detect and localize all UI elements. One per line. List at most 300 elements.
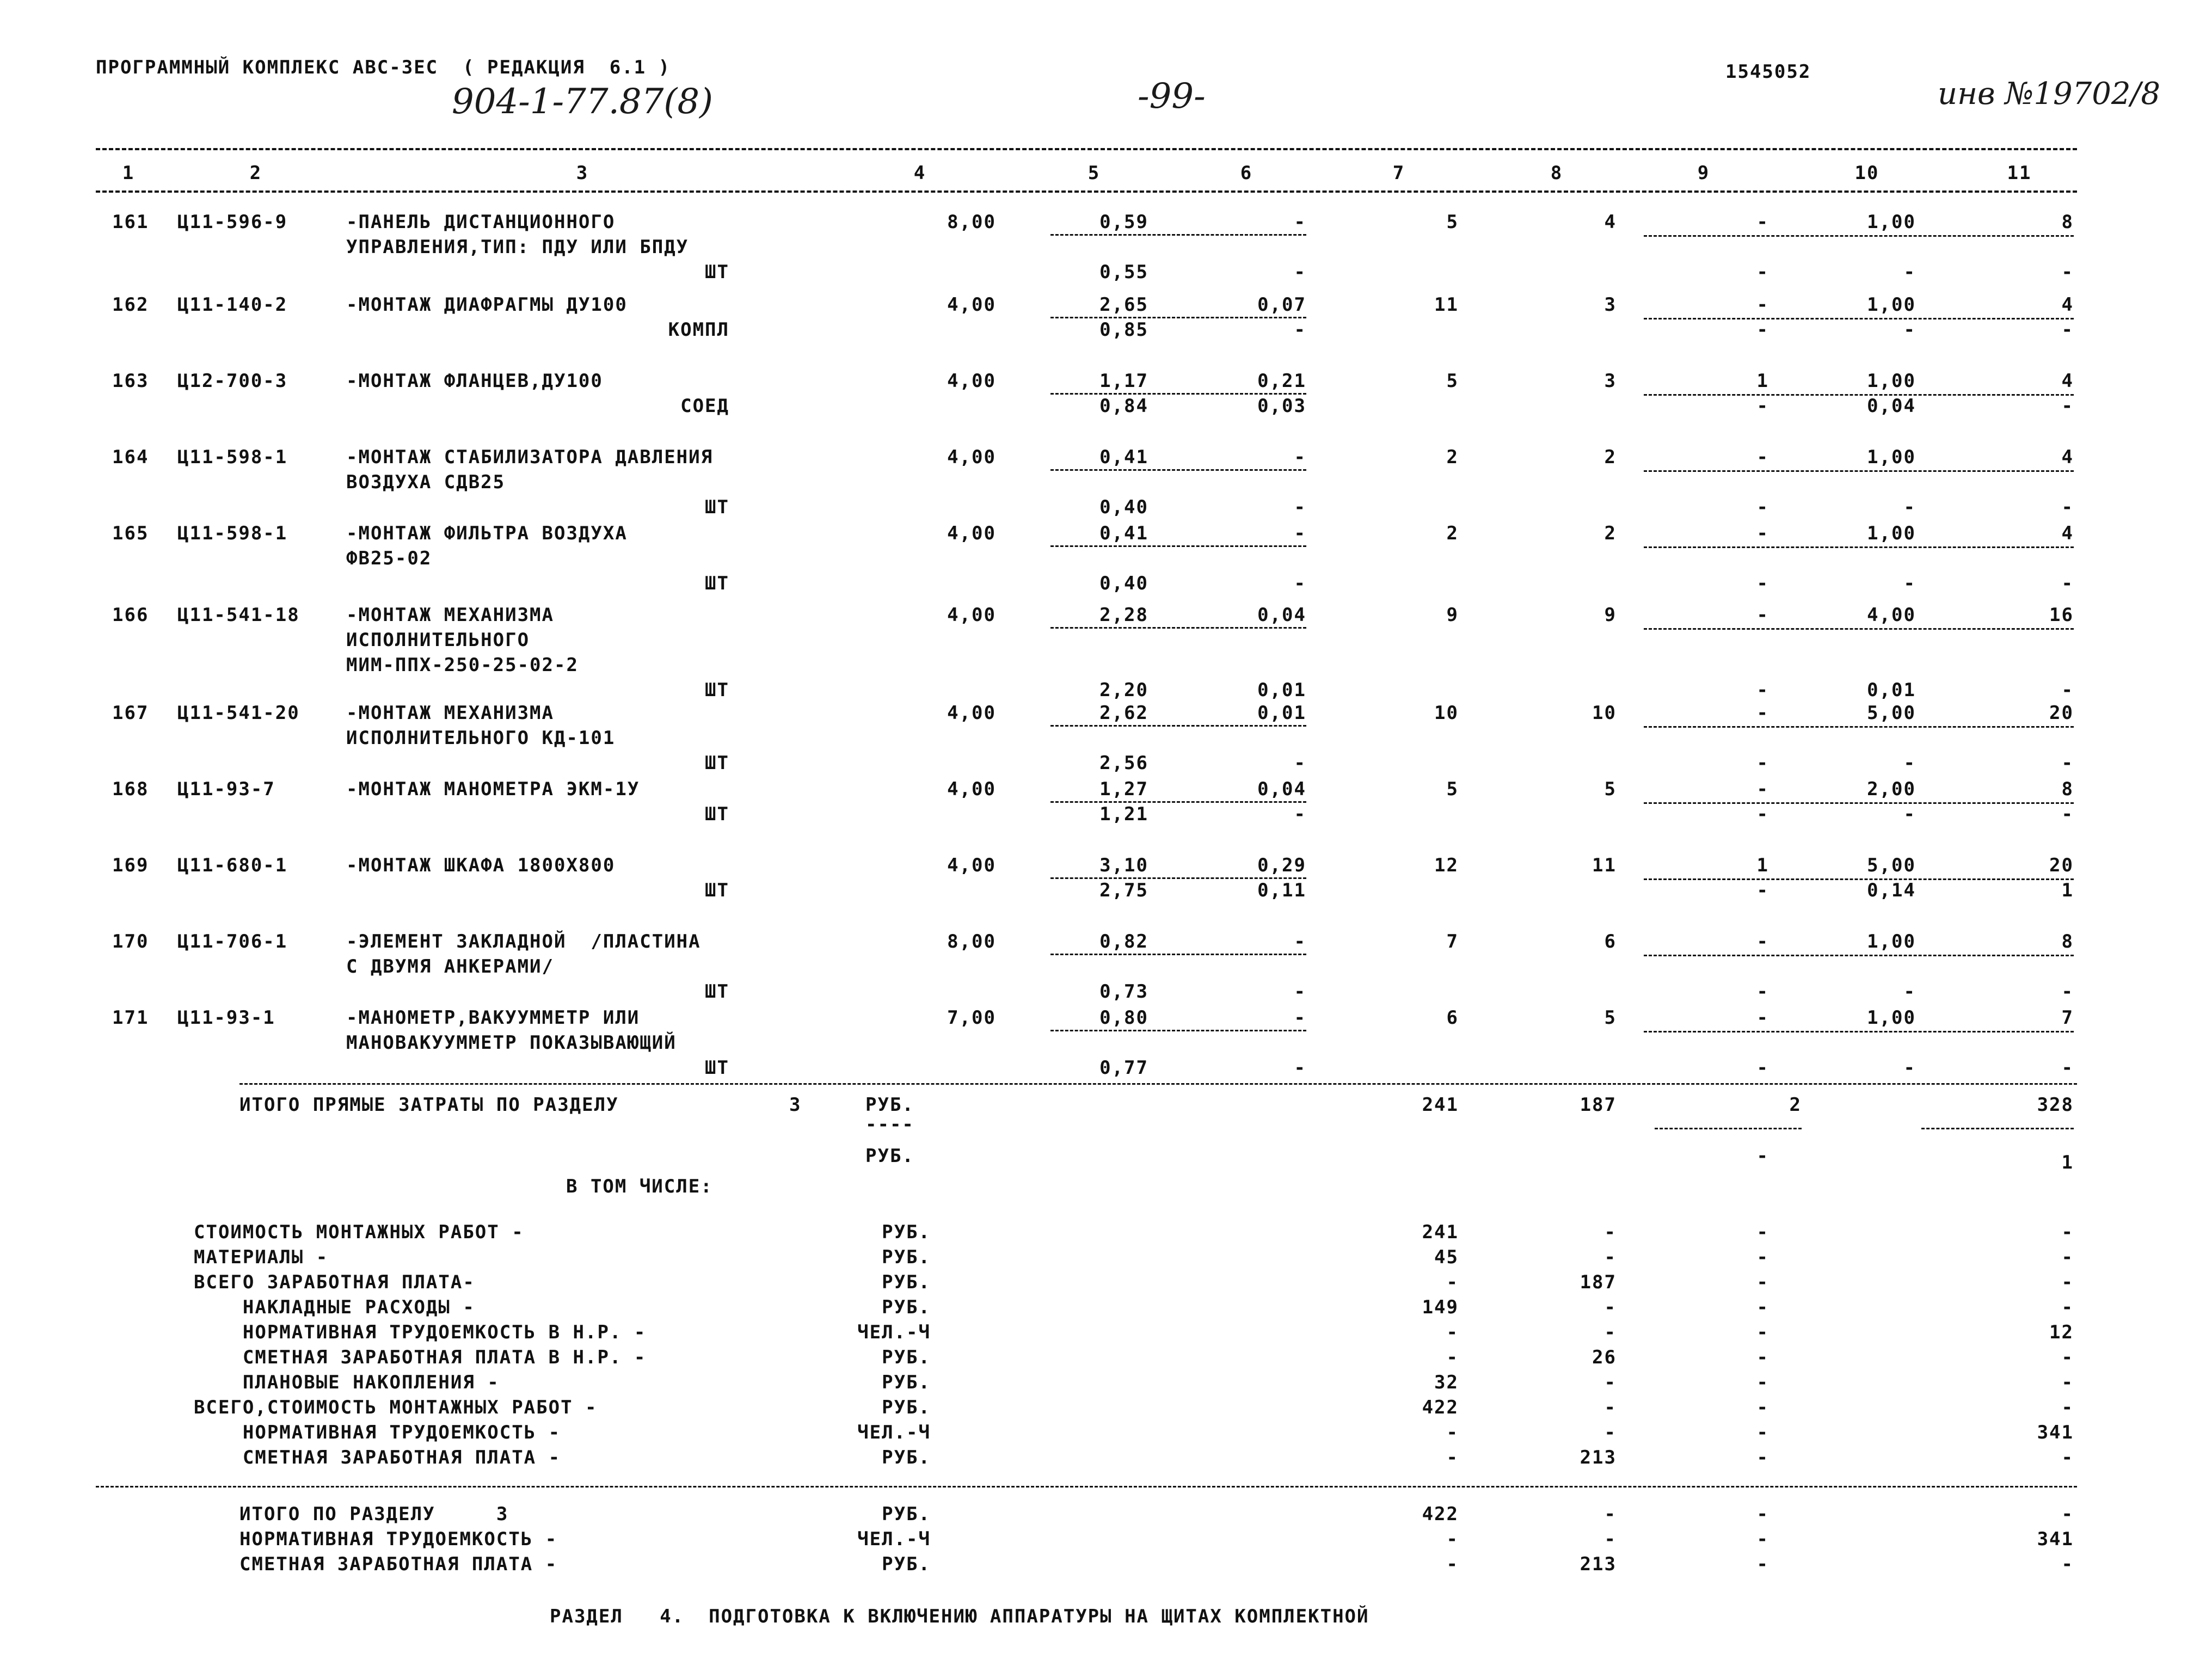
norm-code: Ц12-700-3 bbox=[177, 370, 288, 392]
machine-cost-wages: - bbox=[1294, 752, 1306, 774]
section-total-wages: - bbox=[1604, 1528, 1617, 1550]
total-cost: 11 bbox=[1434, 294, 1459, 316]
total-direct-operation: 2 bbox=[1789, 1094, 1802, 1116]
row-number: 163 bbox=[112, 370, 149, 392]
column-header: 7 bbox=[1392, 162, 1405, 184]
norm-code: Ц11-140-2 bbox=[177, 294, 288, 316]
unit-cost-wages: 0,40 bbox=[1099, 573, 1148, 594]
machinist-labor: - bbox=[1903, 496, 1916, 518]
work-description: -МОНТАЖ ШКАФА 1800Х800 bbox=[346, 855, 616, 876]
row-number: 169 bbox=[112, 855, 149, 876]
row-number: 168 bbox=[112, 778, 149, 800]
total-wages: 6 bbox=[1604, 931, 1617, 952]
row-rule bbox=[1050, 725, 1306, 727]
column-header: 10 bbox=[1854, 162, 1879, 184]
row-number: 161 bbox=[112, 211, 149, 233]
row-rule bbox=[1644, 878, 2074, 880]
column-header: 1 bbox=[122, 162, 135, 184]
total-wages: 3 bbox=[1604, 294, 1617, 316]
breakdown-unit: РУБ. bbox=[882, 1372, 931, 1393]
section-total-unit: РУБ. bbox=[882, 1553, 931, 1575]
machine-cost: - bbox=[1294, 1007, 1306, 1029]
unit-of-measure: КОМПЛ bbox=[668, 319, 729, 341]
breakdown-cost: - bbox=[1446, 1422, 1459, 1443]
operation-wages: - bbox=[1756, 1057, 1769, 1079]
machinist-labor: 0,14 bbox=[1867, 880, 1916, 901]
quantity: 4,00 bbox=[947, 604, 996, 626]
machinist-labor: - bbox=[1903, 1057, 1916, 1079]
breakdown-label: СТОИМОСТЬ МОНТАЖНЫХ РАБОТ - bbox=[194, 1221, 524, 1243]
machine-cost-wages: 0,11 bbox=[1257, 880, 1306, 901]
section-total-cost: 422 bbox=[1422, 1503, 1459, 1525]
row-rule bbox=[1644, 546, 2074, 548]
breakdown-cost: 45 bbox=[1434, 1246, 1459, 1268]
machinist-total: - bbox=[2061, 395, 2074, 417]
work-description: -МАНОМЕТР,ВАКУУММЕТР ИЛИ bbox=[346, 1007, 640, 1029]
breakdown-cost: - bbox=[1446, 1447, 1459, 1468]
machine-cost: 0,07 bbox=[1257, 294, 1306, 316]
section-total-label: ИТОГО ПО РАЗДЕЛУ 3 bbox=[239, 1503, 509, 1525]
section-total-cost: - bbox=[1446, 1528, 1459, 1550]
row-rule bbox=[1050, 877, 1306, 879]
column-header: 4 bbox=[913, 162, 926, 184]
labor-total: 8 bbox=[2061, 778, 2074, 800]
breakdown-label: СМЕТНАЯ ЗАРАБОТНАЯ ПЛАТА В Н.Р. - bbox=[194, 1347, 647, 1368]
breakdown-unit: РУБ. bbox=[882, 1296, 931, 1318]
operation-wages: - bbox=[1756, 752, 1769, 774]
page-number: -99- bbox=[1138, 76, 1206, 116]
breakdown-wages: - bbox=[1604, 1321, 1617, 1343]
norm-code: Ц11-598-1 bbox=[177, 523, 288, 544]
breakdown-unit: РУБ. bbox=[882, 1347, 931, 1368]
labor-total: 16 bbox=[2049, 604, 2074, 626]
total-cost: 9 bbox=[1446, 604, 1459, 626]
labor-per-unit: 1,00 bbox=[1867, 294, 1916, 316]
labor-per-unit: 4,00 bbox=[1867, 604, 1916, 626]
row-number: 166 bbox=[112, 604, 149, 626]
column-header: 8 bbox=[1550, 162, 1563, 184]
machinist-total: - bbox=[2061, 573, 2074, 594]
breakdown-wages: 187 bbox=[1580, 1271, 1617, 1293]
breakdown-label: НАКЛАДНЫЕ РАСХОДЫ - bbox=[194, 1296, 475, 1318]
unit-of-measure: ШТ bbox=[705, 573, 729, 594]
total-rule bbox=[1921, 1128, 2074, 1129]
machine-cost: - bbox=[1294, 931, 1306, 952]
breakdown-operation: - bbox=[1756, 1422, 1769, 1443]
document-number: 1545052 bbox=[1725, 61, 1811, 83]
breakdown-label: НОРМАТИВНАЯ ТРУДОЕМКОСТЬ В Н.Р. - bbox=[194, 1321, 647, 1343]
breakdown-unit: РУБ. bbox=[882, 1271, 931, 1293]
machine-cost-wages: - bbox=[1294, 496, 1306, 518]
row-rule bbox=[1050, 469, 1306, 471]
work-description: -МОНТАЖ МАНОМЕТРА ЭКМ-1У bbox=[346, 778, 640, 800]
breakdown-wages: - bbox=[1604, 1372, 1617, 1393]
total-cost: 6 bbox=[1446, 1007, 1459, 1029]
total-wages: 5 bbox=[1604, 1007, 1617, 1029]
inventory-number: инв №19702/8 bbox=[1938, 76, 2160, 112]
row-rule bbox=[1644, 802, 2074, 804]
work-description: УПРАВЛЕНИЯ,ТИП: ПДУ ИЛИ БПДУ bbox=[346, 236, 689, 258]
machine-cost-wages: 0,03 bbox=[1257, 395, 1306, 417]
breakdown-wages: 26 bbox=[1592, 1347, 1617, 1368]
total-direct-machinist-labor: 1 bbox=[2061, 1152, 2074, 1173]
work-description: ВОЗДУХА СДВ25 bbox=[346, 471, 506, 493]
operation-cost: - bbox=[1756, 931, 1769, 952]
row-rule bbox=[1050, 627, 1306, 629]
section-total-label: СМЕТНАЯ ЗАРАБОТНАЯ ПЛАТА - bbox=[239, 1553, 558, 1575]
breakdown-labor: - bbox=[2061, 1221, 2074, 1243]
total-cost: 5 bbox=[1446, 778, 1459, 800]
row-rule bbox=[1644, 394, 2074, 396]
section-total-labor: - bbox=[2061, 1503, 2074, 1525]
labor-total: 7 bbox=[2061, 1007, 2074, 1029]
column-header: 3 bbox=[576, 162, 589, 184]
row-rule bbox=[1644, 955, 2074, 956]
breakdown-wages: - bbox=[1604, 1422, 1617, 1443]
labor-per-unit: 5,00 bbox=[1867, 702, 1916, 724]
operation-wages: - bbox=[1756, 880, 1769, 901]
machinist-total: - bbox=[2061, 496, 2074, 518]
norm-code: Ц11-598-1 bbox=[177, 446, 288, 468]
breakdown-labor: - bbox=[2061, 1271, 2074, 1293]
quantity: 4,00 bbox=[947, 523, 996, 544]
breakdown-labor: - bbox=[2061, 1397, 2074, 1418]
total-cost: 7 bbox=[1446, 931, 1459, 952]
unit-cost-wages: 2,75 bbox=[1099, 880, 1148, 901]
work-description: МАНОВАКУУММЕТР ПОКАЗЫВАЮЩИЙ bbox=[346, 1032, 677, 1054]
breakdown-label: ВСЕГО,СТОИМОСТЬ МОНТАЖНЫХ РАБОТ - bbox=[194, 1397, 598, 1418]
breakdown-cost: 422 bbox=[1422, 1397, 1459, 1418]
breakdown-labor: - bbox=[2061, 1296, 2074, 1318]
column-header: 5 bbox=[1087, 162, 1101, 184]
breakdown-label: СМЕТНАЯ ЗАРАБОТНАЯ ПЛАТА - bbox=[194, 1447, 561, 1468]
machine-cost: 0,04 bbox=[1257, 604, 1306, 626]
labor-per-unit: 2,00 bbox=[1867, 778, 1916, 800]
work-description: ИСПОЛНИТЕЛЬНОГО bbox=[346, 629, 530, 651]
next-section-title: РАЗДЕЛ 4. ПОДГОТОВКА К ВКЛЮЧЕНИЮ АППАРАТУРЫ НА ЩИТАХ КОМПЛЕКТНОЙ bbox=[550, 1606, 1369, 1627]
total-direct-section: 3 bbox=[789, 1094, 802, 1116]
machine-cost: 0,01 bbox=[1257, 702, 1306, 724]
machinist-total: - bbox=[2061, 679, 2074, 701]
machinist-labor: 0,01 bbox=[1867, 679, 1916, 701]
table-end-rule bbox=[239, 1083, 2077, 1085]
breakdown-operation: - bbox=[1756, 1246, 1769, 1268]
labor-total: 8 bbox=[2061, 931, 2074, 952]
breakdown-operation: - bbox=[1756, 1397, 1769, 1418]
total-direct-unit-sep: ---- bbox=[865, 1114, 914, 1135]
work-description: -МОНТАЖ МЕХАНИЗМА bbox=[346, 604, 554, 626]
total-direct-unit2: РУБ. bbox=[865, 1145, 914, 1167]
work-description: -ЭЛЕМЕНТ ЗАКЛАДНОЙ /ПЛАСТИНА bbox=[346, 931, 701, 952]
work-description: МИМ-ППХ-250-25-02-2 bbox=[346, 654, 579, 676]
work-description: -МОНТАЖ МЕХАНИЗМА bbox=[346, 702, 554, 724]
breakdown-wages: 213 bbox=[1580, 1447, 1617, 1468]
breakdown-unit: РУБ. bbox=[882, 1246, 931, 1268]
header-divider-top bbox=[96, 148, 2077, 150]
row-number: 167 bbox=[112, 702, 149, 724]
column-header: 11 bbox=[2007, 162, 2032, 184]
unit-of-measure: ШТ bbox=[705, 496, 729, 518]
breakdown-unit: ЧЕЛ.-Ч bbox=[857, 1422, 931, 1443]
section-total-operation: - bbox=[1756, 1528, 1769, 1550]
breakdown-wages: - bbox=[1604, 1221, 1617, 1243]
row-rule bbox=[1644, 1031, 2074, 1032]
labor-per-unit: 1,00 bbox=[1867, 1007, 1916, 1029]
breakdown-unit: ЧЕЛ.-Ч bbox=[857, 1321, 931, 1343]
machinist-total: - bbox=[2061, 319, 2074, 341]
unit-cost-wages: 0,73 bbox=[1099, 981, 1148, 1003]
machinist-total: - bbox=[2061, 261, 2074, 283]
labor-per-unit: 5,00 bbox=[1867, 855, 1916, 876]
operation-wages: - bbox=[1756, 261, 1769, 283]
operation-cost: - bbox=[1756, 1007, 1769, 1029]
quantity: 4,00 bbox=[947, 370, 996, 392]
operation-wages: - bbox=[1756, 981, 1769, 1003]
work-description: ИСПОЛНИТЕЛЬНОГО КД-101 bbox=[346, 727, 616, 749]
labor-total: 8 bbox=[2061, 211, 2074, 233]
row-rule bbox=[1050, 1030, 1306, 1031]
operation-wages: - bbox=[1756, 679, 1769, 701]
total-rule bbox=[1655, 1128, 1802, 1129]
unit-cost-wages: 0,77 bbox=[1099, 1057, 1148, 1079]
work-description: -МОНТАЖ ФИЛЬТРА ВОЗДУХА bbox=[346, 523, 628, 544]
total-direct-unit: РУБ. bbox=[865, 1094, 914, 1116]
section-total-unit: РУБ. bbox=[882, 1503, 931, 1525]
labor-total: 4 bbox=[2061, 294, 2074, 316]
row-number: 162 bbox=[112, 294, 149, 316]
unit-of-measure: ШТ bbox=[705, 803, 729, 825]
breakdown-operation: - bbox=[1756, 1221, 1769, 1243]
unit-cost: 2,65 bbox=[1099, 294, 1148, 316]
work-description: -МОНТАЖ СТАБИЛИЗАТОРА ДАВЛЕНИЯ bbox=[346, 446, 714, 468]
unit-of-measure: ШТ bbox=[705, 1057, 729, 1079]
machinist-labor: - bbox=[1903, 981, 1916, 1003]
unit-of-measure: СОЕД bbox=[680, 395, 729, 417]
unit-cost: 0,59 bbox=[1099, 211, 1148, 233]
column-header: 2 bbox=[249, 162, 262, 184]
unit-cost: 0,80 bbox=[1099, 1007, 1148, 1029]
section-total-unit: ЧЕЛ.-Ч bbox=[857, 1528, 931, 1550]
breakdown-label: ВСЕГО ЗАРАБОТНАЯ ПЛАТА- bbox=[194, 1271, 475, 1293]
section-total-wages: 213 bbox=[1580, 1553, 1617, 1575]
total-cost: 10 bbox=[1434, 702, 1459, 724]
norm-code: Ц11-596-9 bbox=[177, 211, 288, 233]
machinist-total: 1 bbox=[2061, 880, 2074, 901]
row-rule bbox=[1644, 470, 2074, 472]
unit-of-measure: ШТ bbox=[705, 981, 729, 1003]
unit-cost: 3,10 bbox=[1099, 855, 1148, 876]
section-total-operation: - bbox=[1756, 1553, 1769, 1575]
unit-cost: 1,27 bbox=[1099, 778, 1148, 800]
machinist-labor: - bbox=[1903, 803, 1916, 825]
total-direct-label: ИТОГО ПРЯМЫЕ ЗАТРАТЫ ПО РАЗДЕЛУ bbox=[239, 1094, 619, 1116]
row-rule bbox=[1050, 545, 1306, 547]
row-rule bbox=[1050, 954, 1306, 955]
breakdown-operation: - bbox=[1756, 1347, 1769, 1368]
total-direct-labor: 328 bbox=[2037, 1094, 2074, 1116]
operation-cost: - bbox=[1756, 211, 1769, 233]
machine-cost: - bbox=[1294, 523, 1306, 544]
breakdown-labor: 341 bbox=[2037, 1422, 2074, 1443]
section-total-rule bbox=[96, 1486, 2077, 1488]
breakdown-wages: - bbox=[1604, 1397, 1617, 1418]
unit-cost-wages: 0,55 bbox=[1099, 261, 1148, 283]
row-rule bbox=[1050, 317, 1306, 318]
total-cost: 2 bbox=[1446, 523, 1459, 544]
breakdown-operation: - bbox=[1756, 1321, 1769, 1343]
breakdown-operation: - bbox=[1756, 1296, 1769, 1318]
row-number: 170 bbox=[112, 931, 149, 952]
total-wages: 5 bbox=[1604, 778, 1617, 800]
machinist-total: - bbox=[2061, 1057, 2074, 1079]
quantity: 4,00 bbox=[947, 294, 996, 316]
machinist-total: - bbox=[2061, 752, 2074, 774]
total-direct-cost: 241 bbox=[1422, 1094, 1459, 1116]
breakdown-cost: 149 bbox=[1422, 1296, 1459, 1318]
breakdown-unit: РУБ. bbox=[882, 1397, 931, 1418]
including-heading: В ТОМ ЧИСЛЕ: bbox=[566, 1176, 713, 1197]
norm-code: Ц11-93-7 bbox=[177, 778, 275, 800]
quantity: 8,00 bbox=[947, 211, 996, 233]
norm-code: Ц11-706-1 bbox=[177, 931, 288, 952]
operation-cost: 1 bbox=[1756, 855, 1769, 876]
labor-per-unit: 1,00 bbox=[1867, 211, 1916, 233]
work-description: ФВ25-02 bbox=[346, 548, 432, 569]
machinist-labor: - bbox=[1903, 319, 1916, 341]
section-total-operation: - bbox=[1756, 1503, 1769, 1525]
operation-wages: - bbox=[1756, 573, 1769, 594]
program-title: ПРОГРАММНЫЙ КОМПЛЕКС АВС-3ЕС ( РЕДАКЦИЯ 6.1 ) bbox=[96, 57, 671, 78]
breakdown-cost: 32 bbox=[1434, 1372, 1459, 1393]
quantity: 7,00 bbox=[947, 1007, 996, 1029]
breakdown-unit: РУБ. bbox=[882, 1221, 931, 1243]
unit-cost-wages: 0,84 bbox=[1099, 395, 1148, 417]
total-cost: 12 bbox=[1434, 855, 1459, 876]
total-wages: 3 bbox=[1604, 370, 1617, 392]
row-rule bbox=[1644, 726, 2074, 728]
operation-wages: - bbox=[1756, 395, 1769, 417]
machine-cost-wages: - bbox=[1294, 319, 1306, 341]
labor-per-unit: 1,00 bbox=[1867, 446, 1916, 468]
machine-cost-wages: - bbox=[1294, 261, 1306, 283]
total-wages: 10 bbox=[1592, 702, 1617, 724]
breakdown-labor: 12 bbox=[2049, 1321, 2074, 1343]
operation-cost: 1 bbox=[1756, 370, 1769, 392]
total-cost: 5 bbox=[1446, 370, 1459, 392]
row-rule bbox=[1050, 801, 1306, 803]
labor-total: 20 bbox=[2049, 855, 2074, 876]
labor-per-unit: 1,00 bbox=[1867, 523, 1916, 544]
unit-of-measure: ШТ bbox=[705, 679, 729, 701]
operation-wages: - bbox=[1756, 496, 1769, 518]
machinist-total: - bbox=[2061, 803, 2074, 825]
breakdown-label: МАТЕРИАЛЫ - bbox=[194, 1246, 329, 1268]
operation-cost: - bbox=[1756, 778, 1769, 800]
unit-cost-wages: 0,85 bbox=[1099, 319, 1148, 341]
unit-cost-wages: 2,20 bbox=[1099, 679, 1148, 701]
breakdown-cost: - bbox=[1446, 1347, 1459, 1368]
breakdown-cost: 241 bbox=[1422, 1221, 1459, 1243]
machine-cost: - bbox=[1294, 446, 1306, 468]
section-total-label: НОРМАТИВНАЯ ТРУДОЕМКОСТЬ - bbox=[239, 1528, 558, 1550]
section-total-labor: - bbox=[2061, 1553, 2074, 1575]
quantity: 4,00 bbox=[947, 446, 996, 468]
row-rule bbox=[1644, 235, 2074, 237]
norm-code: Ц11-680-1 bbox=[177, 855, 288, 876]
row-rule bbox=[1644, 628, 2074, 630]
unit-cost: 1,17 bbox=[1099, 370, 1148, 392]
labor-per-unit: 1,00 bbox=[1867, 370, 1916, 392]
total-direct-wages: 187 bbox=[1580, 1094, 1617, 1116]
row-number: 164 bbox=[112, 446, 149, 468]
total-cost: 5 bbox=[1446, 211, 1459, 233]
norm-code: Ц11-93-1 bbox=[177, 1007, 275, 1029]
breakdown-labor: - bbox=[2061, 1246, 2074, 1268]
unit-cost-wages: 0,40 bbox=[1099, 496, 1148, 518]
breakdown-cost: - bbox=[1446, 1321, 1459, 1343]
breakdown-cost: - bbox=[1446, 1271, 1459, 1293]
row-rule bbox=[1050, 393, 1306, 395]
operation-cost: - bbox=[1756, 702, 1769, 724]
norm-code: Ц11-541-20 bbox=[177, 702, 300, 724]
machine-cost: 0,29 bbox=[1257, 855, 1306, 876]
quantity: 4,00 bbox=[947, 855, 996, 876]
machine-cost: 0,04 bbox=[1257, 778, 1306, 800]
operation-cost: - bbox=[1756, 604, 1769, 626]
labor-total: 4 bbox=[2061, 370, 2074, 392]
breakdown-labor: - bbox=[2061, 1372, 2074, 1393]
unit-cost: 0,41 bbox=[1099, 523, 1148, 544]
operation-wages: - bbox=[1756, 803, 1769, 825]
total-wages: 11 bbox=[1592, 855, 1617, 876]
labor-total: 4 bbox=[2061, 446, 2074, 468]
column-header: 6 bbox=[1240, 162, 1253, 184]
labor-per-unit: 1,00 bbox=[1867, 931, 1916, 952]
unit-of-measure: ШТ bbox=[705, 752, 729, 774]
quantity: 8,00 bbox=[947, 931, 996, 952]
total-cost: 2 bbox=[1446, 446, 1459, 468]
operation-cost: - bbox=[1756, 523, 1769, 544]
unit-cost-wages: 1,21 bbox=[1099, 803, 1148, 825]
breakdown-labor: - bbox=[2061, 1347, 2074, 1368]
unit-cost: 0,82 bbox=[1099, 931, 1148, 952]
machine-cost-wages: 0,01 bbox=[1257, 679, 1306, 701]
total-wages: 4 bbox=[1604, 211, 1617, 233]
breakdown-label: НОРМАТИВНАЯ ТРУДОЕМКОСТЬ - bbox=[194, 1422, 561, 1443]
machinist-labor: - bbox=[1903, 573, 1916, 594]
quantity: 4,00 bbox=[947, 778, 996, 800]
machine-cost: - bbox=[1294, 211, 1306, 233]
labor-total: 20 bbox=[2049, 702, 2074, 724]
unit-of-measure: ШТ bbox=[705, 261, 729, 283]
column-header: 9 bbox=[1697, 162, 1710, 184]
header-divider-bottom bbox=[96, 190, 2077, 193]
labor-total: 4 bbox=[2061, 523, 2074, 544]
handwritten-project-code: 904-1-77.87(8) bbox=[452, 82, 713, 122]
section-total-cost: - bbox=[1446, 1553, 1459, 1575]
work-description: -ПАНЕЛЬ ДИСТАНЦИОННОГО bbox=[346, 211, 616, 233]
breakdown-operation: - bbox=[1756, 1271, 1769, 1293]
work-description: С ДВУМЯ АНКЕРАМИ/ bbox=[346, 956, 554, 978]
machine-cost: 0,21 bbox=[1257, 370, 1306, 392]
row-rule bbox=[1644, 318, 2074, 319]
machinist-total: - bbox=[2061, 981, 2074, 1003]
section-total-wages: - bbox=[1604, 1503, 1617, 1525]
breakdown-label: ПЛАНОВЫЕ НАКОПЛЕНИЯ - bbox=[194, 1372, 500, 1393]
row-number: 165 bbox=[112, 523, 149, 544]
breakdown-wages: - bbox=[1604, 1296, 1617, 1318]
breakdown-operation: - bbox=[1756, 1447, 1769, 1468]
